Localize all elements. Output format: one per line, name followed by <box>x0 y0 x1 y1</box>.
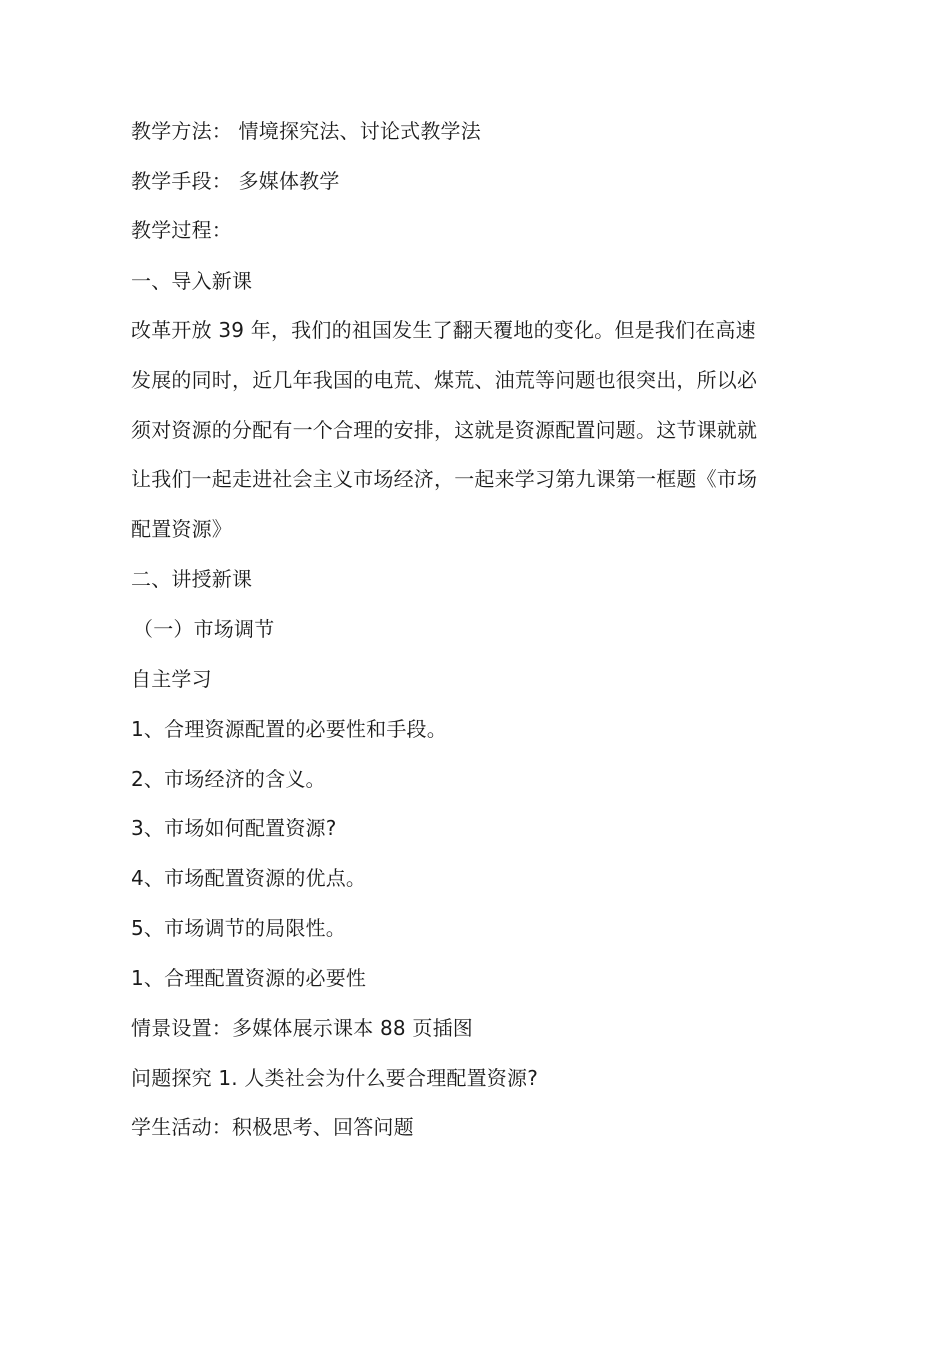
subsection-1-title: （一）市场调节 <box>133 617 275 641</box>
intro-paragraph-line-3: 须对资源的分配有一个合理的安排，这就是资源配置问题。这节课就就 <box>131 418 758 442</box>
list-item: 2、市场经济的含义。 <box>131 767 326 791</box>
student-activity-line: 学生活动：积极思考、回答问题 <box>131 1115 414 1139</box>
section-1-title: 一、导入新课 <box>131 269 253 293</box>
list-item: 3、市场如何配置资源? <box>131 816 337 840</box>
teaching-process-heading: 教学过程： <box>131 218 232 242</box>
list-item: 5、市场调节的局限性。 <box>131 916 346 940</box>
inquiry-line: 问题探究 1. 人类社会为什么要合理配置资源? <box>131 1066 539 1090</box>
section-2-title: 二、讲授新课 <box>131 567 253 591</box>
intro-paragraph-line-4: 让我们一起走进社会主义市场经济，一起来学习第九课第一框题《市场 <box>131 467 758 491</box>
list-item: 1、合理资源配置的必要性和手段。 <box>131 717 447 741</box>
self-study-heading: 自主学习 <box>131 667 212 691</box>
intro-paragraph-line-2: 发展的同时，近几年我国的电荒、煤荒、油荒等问题也很突出，所以必 <box>131 368 758 392</box>
intro-paragraph-line-1: 改革开放 39 年，我们的祖国发生了翻天覆地的变化。但是我们在高速 <box>131 318 756 342</box>
teaching-means-line: 教学手段： 多媒体教学 <box>131 169 340 193</box>
teaching-method-line: 教学方法： 情境探究法、讨论式教学法 <box>131 119 481 143</box>
list-item: 4、市场配置资源的优点。 <box>131 866 367 890</box>
intro-paragraph-line-5: 配置资源》 <box>131 517 232 541</box>
scenario-line: 情景设置：多媒体展示课本 88 页插图 <box>131 1016 473 1040</box>
point-1-heading: 1、合理配置资源的必要性 <box>131 966 367 990</box>
